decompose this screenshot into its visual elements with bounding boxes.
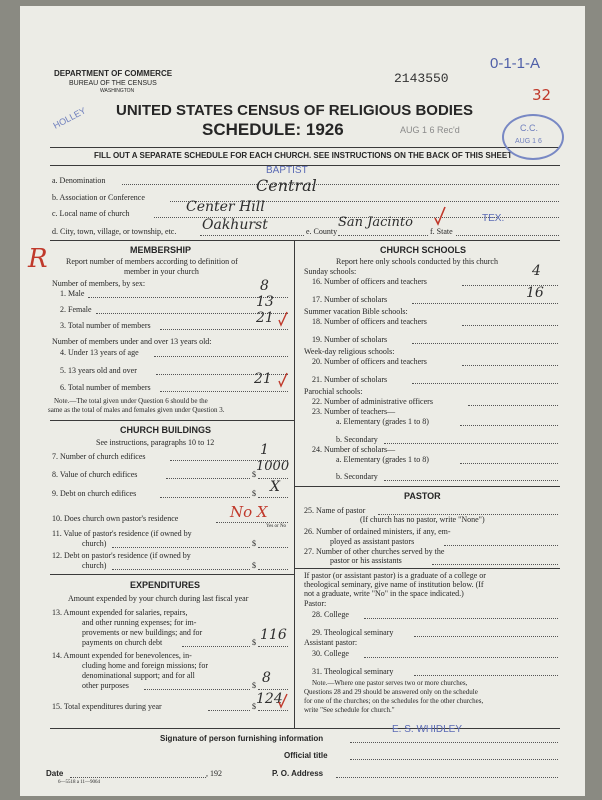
rule-line	[50, 240, 560, 241]
fill-line	[460, 463, 558, 464]
q8-label: 8. Value of church edifices	[52, 470, 138, 479]
q23-label: 23. Number of teachers—	[312, 407, 396, 416]
holley-stamp: HOLLEY	[51, 105, 88, 131]
fill-line	[160, 497, 250, 498]
city-value: Oakhurst	[202, 217, 268, 233]
q14-label-cont: denominational support; and for all	[82, 671, 195, 680]
q14-label-cont: cluding home and foreign missions; for	[82, 661, 208, 670]
state-label: f. State	[430, 227, 453, 236]
local-name-value: Center Hill	[186, 199, 265, 215]
fill-line	[200, 235, 304, 236]
check-mark-icon	[278, 311, 288, 327]
q2-label: 2. Female	[60, 305, 92, 314]
q12-label-cont: church)	[82, 561, 107, 570]
fill-line	[122, 184, 559, 185]
q17-label: 17. Number of scholars	[312, 295, 388, 304]
city-field-label: d. City, town, village, or township, etc.	[52, 227, 177, 236]
q31-label: 31. Theological seminary	[312, 667, 394, 676]
q28-label: 28. College	[312, 610, 349, 619]
membership-note: same as the total of males and females given under Question 3.	[48, 406, 225, 414]
fill-line	[258, 497, 288, 498]
pastor-heading: PASTOR	[404, 491, 441, 501]
fill-line	[258, 689, 288, 690]
q3-label: 3. Total number of members	[60, 321, 151, 330]
fill-line	[258, 646, 288, 647]
received-stamp: AUG 1 6 Rec'd	[400, 125, 460, 135]
pastor-note: write "See schedule for church."	[304, 706, 395, 714]
q13-label-cont: and other running expenses; for im-	[82, 618, 197, 627]
q14-label: 14. Amount expended for benevolences, in-	[52, 651, 192, 660]
rule-line	[50, 574, 294, 575]
signature-label: Signature of person furnishing information	[160, 734, 324, 743]
fill-line	[144, 689, 250, 690]
fill-line	[462, 365, 558, 366]
fill-line	[412, 343, 558, 344]
rule-line	[294, 568, 560, 569]
graduate-note: If pastor (or assistant pastor) is a graduate of a college or	[304, 571, 486, 580]
dollar-sign: $	[252, 470, 256, 479]
fill-line	[364, 618, 558, 619]
buildings-sub: See instructions, paragraphs 10 to 12	[96, 438, 215, 447]
denomination-label: a. Denomination	[52, 176, 106, 185]
q17-value: 16	[526, 285, 544, 301]
q9-value: X	[270, 479, 280, 495]
fill-line	[364, 657, 558, 658]
q13-value: 116	[260, 627, 287, 643]
q7-value: 1	[260, 442, 269, 458]
fill-line	[258, 569, 288, 570]
official-title-label: Official title	[284, 751, 328, 760]
parochial-schools-label: Parochial schools:	[304, 387, 363, 396]
fill-line	[112, 569, 250, 570]
q26-label: 26. Number of ordained ministers, if any, em-	[304, 527, 451, 536]
q10-value: No X	[230, 503, 268, 521]
fill-line	[336, 777, 558, 778]
fill-line	[182, 646, 250, 647]
pastor-note: Note.—Where one pastor serves two or more churches,	[312, 679, 468, 687]
county-label: e. County	[306, 227, 338, 236]
q24b-label: b. Secondary	[336, 472, 378, 481]
fill-line	[208, 710, 250, 711]
po-address-label: P. O. Address	[272, 769, 324, 778]
q5-label: 5. 13 years old and over	[60, 366, 137, 375]
q14-value: 8	[262, 670, 271, 686]
department-label: DEPARTMENT OF COMMERCE	[54, 69, 173, 78]
q1-value: 8	[260, 278, 269, 294]
q18-label: 18. Number of officers and teachers	[312, 317, 427, 326]
q24-label: 24. Number of scholars—	[312, 445, 396, 454]
rule-line	[50, 728, 560, 729]
fill-line	[160, 391, 288, 392]
pastor-sub-label: Pastor:	[304, 599, 327, 608]
q15-label: 15. Total expenditures during year	[52, 702, 162, 711]
seal-date-label: AUG 1 6	[515, 138, 542, 145]
q27-label: 27. Number of other churches served by the	[304, 547, 445, 556]
q22-label: 22. Number of administrative officers	[312, 397, 433, 406]
q3-value: 21	[256, 310, 274, 326]
red-number-mark: 32	[532, 86, 552, 104]
fill-line	[160, 329, 288, 330]
fill-line	[216, 522, 288, 523]
q13-label-cont: provements or new buildings; and for	[82, 628, 203, 637]
q20-label: 20. Number of officers and teachers	[312, 357, 427, 366]
fill-line	[384, 480, 558, 481]
fill-line	[460, 425, 558, 426]
fill-line	[338, 235, 428, 236]
weekday-schools-label: Week-day religious schools:	[304, 347, 395, 356]
rule-line	[294, 486, 560, 487]
form-code: 6—5518 a 11—9064	[58, 780, 101, 785]
yes-no-hint: Yes or No	[266, 524, 287, 529]
q23b-label: b. Secondary	[336, 435, 378, 444]
q6-value: 21	[254, 371, 272, 387]
state-value: TEX.	[482, 213, 505, 224]
fill-line	[70, 777, 206, 778]
assistant-pastor-label: Assistant pastor:	[304, 638, 358, 647]
check-mark-icon	[278, 693, 288, 709]
local-name-label: c. Local name of church	[52, 209, 130, 218]
q7-label: 7. Number of church edifices	[52, 452, 146, 461]
city-label: WASHINGTON	[100, 88, 135, 94]
q16-label: 16. Number of officers and teachers	[312, 277, 427, 286]
q23a-label: a. Elementary (grades 1 to 8)	[336, 417, 429, 426]
q13-label: 13. Amount expended for salaries, repairs,	[52, 608, 188, 617]
q16-value: 4	[532, 263, 541, 279]
dollar-sign: $	[252, 561, 256, 570]
fill-line	[412, 383, 558, 384]
county-value: San Jacinto	[338, 215, 413, 230]
membership-sub: member in your church	[124, 267, 199, 276]
rule-line	[50, 420, 294, 421]
by-sex-label: Number of members, by sex:	[52, 279, 146, 288]
fill-line	[112, 547, 250, 548]
code-mark: 0-1-1-A	[490, 55, 541, 72]
schools-heading: CHURCH SCHOOLS	[380, 245, 467, 255]
dollar-sign: $	[252, 702, 256, 711]
census-schedule-form	[20, 6, 585, 796]
fill-line	[414, 636, 558, 637]
fill-line	[166, 478, 250, 479]
date-label: Date	[46, 769, 64, 778]
q19-label: 19. Number of scholars	[312, 335, 388, 344]
fill-line	[350, 759, 558, 760]
q14-label-cont: other purposes	[82, 681, 129, 690]
q8-value: 1000	[256, 459, 290, 474]
age-header: Number of members under and over 13 years old:	[52, 337, 212, 346]
dollar-sign: $	[252, 681, 256, 690]
q26-label-cont: ployed as assistant pastors	[330, 537, 415, 546]
bureau-label: BUREAU OF THE CENSUS	[69, 80, 157, 87]
buildings-heading: CHURCH BUILDINGS	[120, 425, 211, 435]
membership-note: Note.—The total given under Question 6 should be the	[54, 397, 208, 405]
q4-label: 4. Under 13 years of age	[60, 348, 139, 357]
q25-label: 25. Name of pastor	[304, 506, 366, 515]
check-mark-icon	[278, 372, 288, 388]
denomination-value: BAPTIST	[266, 165, 308, 176]
fill-line	[456, 235, 559, 236]
q10-label: 10. Does church own pastor's residence	[52, 514, 179, 523]
fill-line	[258, 710, 288, 711]
fill-line	[412, 303, 558, 304]
sunday-schools-label: Sunday schools:	[304, 267, 357, 276]
fill-line	[414, 675, 558, 676]
association-value: Central	[256, 176, 317, 195]
form-instruction: FILL OUT A SEPARATE SCHEDULE FOR EACH CHURCH. SEE INSTRUCTIONS ON THE BACK OF THIS SHEET	[94, 151, 513, 160]
q12-label: 12. Debt on pastor's residence (if owned by	[52, 551, 191, 560]
rule-line	[50, 147, 560, 148]
pastor-note: Questions 28 and 29 should be answered only on the schedule	[304, 688, 478, 696]
q29-label: 29. Theological seminary	[312, 628, 394, 637]
schedule-title: SCHEDULE: 1926	[202, 120, 344, 139]
dollar-sign: $	[252, 638, 256, 647]
form-title: UNITED STATES CENSUS OF RELIGIOUS BODIES	[116, 102, 473, 119]
check-mark-icon	[434, 206, 446, 226]
q25-note: (If church has no pastor, write "None")	[360, 515, 485, 524]
red-r-mark: R	[28, 244, 48, 274]
fill-line	[384, 443, 558, 444]
pastor-note: for one of the churches; on the schedules for the other churches,	[304, 697, 484, 705]
seal-cc-label: C.C.	[520, 123, 538, 133]
fill-line	[350, 742, 558, 743]
q2-value: 13	[256, 294, 274, 310]
schools-sub: Report here only schools conducted by this church	[336, 257, 498, 266]
graduate-note: not a graduate, write "No" in the space indicated.)	[304, 589, 464, 598]
fill-line	[462, 325, 558, 326]
q13-label-cont: payments on church debt	[82, 638, 163, 647]
dollar-sign: $	[252, 539, 256, 548]
fill-line	[432, 564, 558, 565]
membership-sub: Report number of members according to definition of	[66, 257, 238, 266]
membership-heading: MEMBERSHIP	[130, 245, 192, 255]
q27-label-cont: pastor or his assistants	[330, 556, 402, 565]
column-divider	[294, 240, 295, 728]
q11-label: 11. Value of pastor's residence (if owned by	[52, 529, 192, 538]
summer-schools-label: Summer vacation Bible schools:	[304, 307, 408, 316]
number-stamp: 2143550	[394, 71, 449, 86]
fill-line	[154, 356, 288, 357]
fill-line	[258, 547, 288, 548]
fill-line	[444, 545, 558, 546]
association-label: b. Association or Conference	[52, 193, 145, 202]
q11-label-cont: church)	[82, 539, 107, 548]
q1-label: 1. Male	[60, 289, 85, 298]
expenditures-sub: Amount expended by your church during last fiscal year	[68, 594, 249, 603]
received-seal-icon	[502, 114, 564, 160]
q24a-label: a. Elementary (grades 1 to 8)	[336, 455, 429, 464]
q6-label: 6. Total number of members	[60, 383, 151, 392]
fill-line	[468, 405, 558, 406]
q30-label: 30. College	[312, 649, 349, 658]
year-label: , 192	[206, 769, 222, 778]
expenditures-heading: EXPENDITURES	[130, 580, 201, 590]
graduate-note: theological seminary, give name of institution below. (If	[304, 580, 484, 589]
dollar-sign: $	[252, 489, 256, 498]
q9-label: 9. Debt on church edifices	[52, 489, 137, 498]
q21-label: 21. Number of scholars	[312, 375, 388, 384]
q15-value: 124	[256, 691, 283, 707]
signature-value: E. S. WHIDLEY	[392, 724, 463, 735]
